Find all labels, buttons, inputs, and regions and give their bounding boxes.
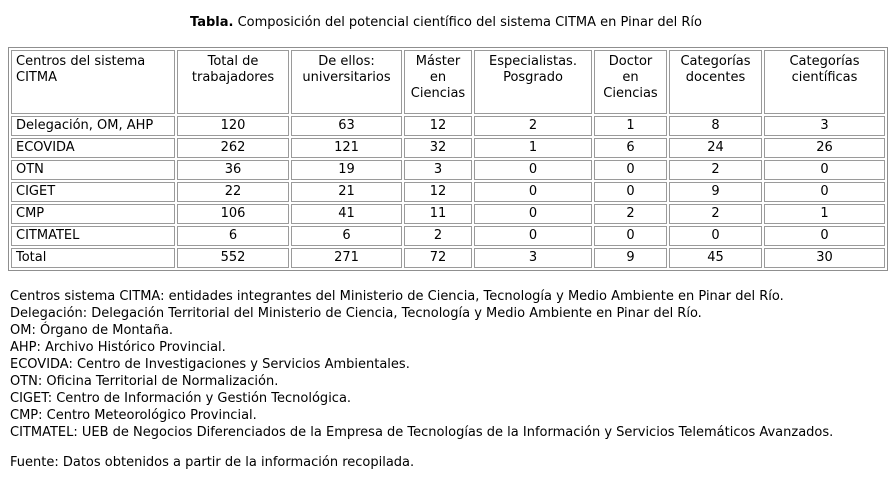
note-line: CMP: Centro Meteorológico Provincial. (10, 408, 257, 423)
cell-value: 24 (669, 138, 762, 158)
header-row (11, 50, 885, 114)
cell-value: 0 (764, 160, 885, 180)
note-line: CITMATEL: UEB de Negocios Diferenciados de la Empresa de Tecnologías de la Información y Servicios Telemáticos Avanzados. (10, 425, 834, 440)
cell-value: 72 (404, 248, 472, 268)
cell-value: 45 (669, 248, 762, 268)
cell-value: 8 (669, 116, 762, 136)
column-header: Doctor en Ciencias (594, 50, 667, 114)
table-body (11, 116, 885, 268)
cell-value: 30 (764, 248, 885, 268)
cell-value: 0 (474, 204, 592, 224)
row-label: OTN (11, 160, 175, 180)
column-header: Categorías científicas (764, 50, 885, 114)
notes-block (10, 288, 892, 441)
table-header (11, 50, 885, 114)
note-line: AHP: Archivo Histórico Provincial. (10, 340, 226, 355)
cell-value: 121 (291, 138, 402, 158)
cell-value: 3 (474, 248, 592, 268)
cell-value: 0 (474, 160, 592, 180)
cell-value: 21 (291, 182, 402, 202)
cell-value: 12 (404, 182, 472, 202)
row-label: Total (11, 248, 175, 268)
cell-value: 0 (764, 182, 885, 202)
note-line: ECOVIDA: Centro de Investigaciones y Servicios Ambientales. (10, 357, 410, 372)
cell-value: 19 (291, 160, 402, 180)
table-row (11, 226, 885, 246)
table-row (11, 182, 885, 202)
cell-value: 1 (594, 116, 667, 136)
column-header: Total de trabajadores (177, 50, 289, 114)
source-line: Fuente: Datos obtenidos a partir de la información recopilada. (10, 455, 415, 470)
note-line: OTN: Oficina Territorial de Normalización. (10, 374, 279, 389)
row-label: CIGET (11, 182, 175, 202)
table-row (11, 248, 885, 268)
cell-value: 0 (474, 226, 592, 246)
row-label: CITMATEL (11, 226, 175, 246)
cell-value: 36 (177, 160, 289, 180)
cell-value: 3 (764, 116, 885, 136)
cell-value: 0 (594, 160, 667, 180)
cell-value: 0 (764, 226, 885, 246)
cell-value: 0 (594, 226, 667, 246)
cell-value: 262 (177, 138, 289, 158)
row-label: CMP (11, 204, 175, 224)
cell-value: 271 (291, 248, 402, 268)
row-label: ECOVIDA (11, 138, 175, 158)
note-line: CIGET: Centro de Información y Gestión Tecnológica. (10, 391, 352, 406)
cell-value: 0 (594, 182, 667, 202)
cell-value: 9 (594, 248, 667, 268)
cell-value: 12 (404, 116, 472, 136)
row-label: Delegación, OM, AHP (11, 116, 175, 136)
cell-value: 0 (474, 182, 592, 202)
note-line: OM: Órgano de Montaña. (10, 323, 174, 338)
table-row (11, 116, 885, 136)
column-header: Máster en Ciencias (404, 50, 472, 114)
cell-value: 32 (404, 138, 472, 158)
column-header: Categorías docentes (669, 50, 762, 114)
cell-value: 120 (177, 116, 289, 136)
cell-value: 1 (764, 204, 885, 224)
cell-value: 6 (177, 226, 289, 246)
table-caption-label: Tabla. (190, 15, 234, 30)
cell-value: 2 (404, 226, 472, 246)
cell-value: 3 (404, 160, 472, 180)
cell-value: 2 (669, 160, 762, 180)
cell-value: 6 (291, 226, 402, 246)
table-caption-text: Composición del potencial científico del sistema CITMA en Pinar del Río (233, 15, 702, 30)
citma-composition-table (8, 47, 888, 271)
cell-value: 106 (177, 204, 289, 224)
table-row (11, 160, 885, 180)
cell-value: 26 (764, 138, 885, 158)
column-header: De ellos: universitarios (291, 50, 402, 114)
table-row (11, 204, 885, 224)
cell-value: 11 (404, 204, 472, 224)
column-header: Centros del sistema CITMA (11, 50, 175, 114)
table-caption (0, 15, 892, 31)
cell-value: 22 (177, 182, 289, 202)
note-line: Centros sistema CITMA: entidades integrantes del Ministerio de Ciencia, Tecnología y Medio Ambiente en Pinar del Río. (10, 289, 784, 304)
cell-value: 0 (669, 226, 762, 246)
cell-value: 2 (474, 116, 592, 136)
cell-value: 2 (594, 204, 667, 224)
cell-value: 41 (291, 204, 402, 224)
table-row (11, 138, 885, 158)
cell-value: 6 (594, 138, 667, 158)
note-line: Delegación: Delegación Territorial del Ministerio de Ciencia, Tecnología y Medio Ambiente en Pinar del Río. (10, 306, 702, 321)
cell-value: 63 (291, 116, 402, 136)
cell-value: 552 (177, 248, 289, 268)
column-header: Especialistas. Posgrado (474, 50, 592, 114)
cell-value: 1 (474, 138, 592, 158)
cell-value: 9 (669, 182, 762, 202)
cell-value: 2 (669, 204, 762, 224)
